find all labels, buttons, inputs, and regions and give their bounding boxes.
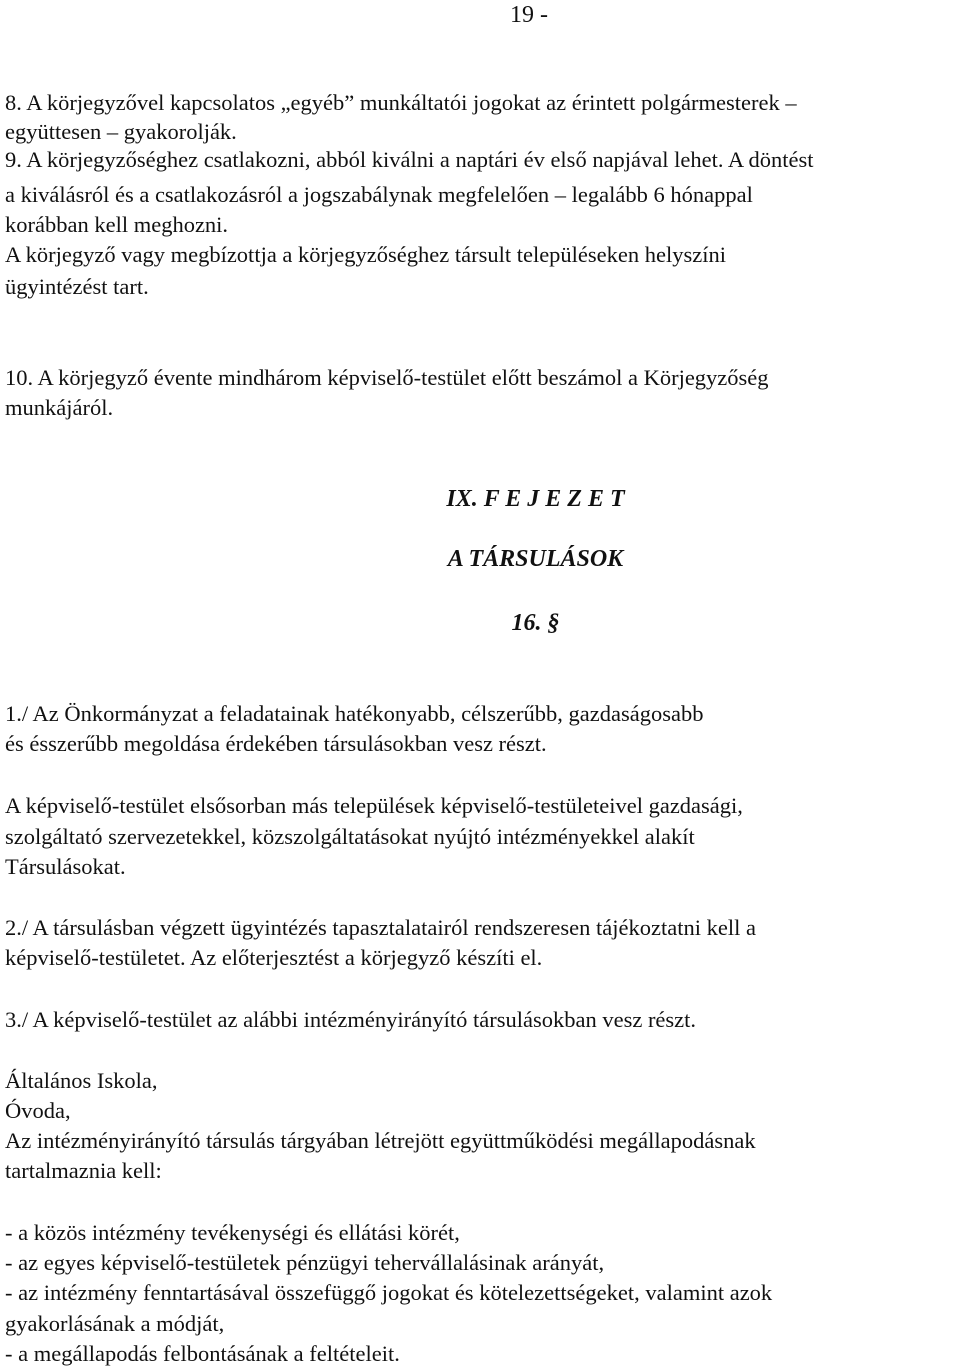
page-number: 19 - — [510, 2, 548, 28]
text-line: A körjegyző vagy megbízottja a körjegyzőséghez társult településeken helyszíni — [5, 242, 727, 267]
list-item: - a közös intézmény tevékenységi és ellátási körét, — [5, 1220, 460, 1245]
text-line: 8. A körjegyzővel kapcsolatos „egyéb” munkáltatói jogokat az érintett polgármesterek – — [5, 90, 797, 115]
chapter-title: A TÁRSULÁSOK — [447, 546, 624, 572]
text-line: 9. A körjegyzőséghez csatlakozni, abból kiválni a naptári év első napjával lehet. A döntést — [5, 147, 814, 172]
text-line: Általános Iskola, — [5, 1068, 158, 1093]
text-line: munkájáról. — [5, 395, 114, 420]
text-line: képviselő-testületet. Az előterjesztést a körjegyző készíti el. — [5, 945, 543, 970]
list-item: - a megállapodás felbontásának a feltételeit. — [5, 1341, 400, 1366]
text-line: korábban kell meghozni. — [5, 212, 229, 237]
text-line: 1./ Az Önkormányzat a feladatainak hatékonyabb, célszerűbb, gazdaságosabb — [5, 701, 704, 726]
chapter-heading: IX. F E J E Z E T — [446, 486, 625, 512]
list-item: gyakorlásának a módját, — [5, 1311, 225, 1336]
text-line: szolgáltató szervezetekkel, közszolgáltatásokat nyújtó intézményekkel alakít — [5, 824, 695, 849]
text-line: 2./ A társulásban végzett ügyintézés tapasztalatairól rendszeresen tájékoztatni kell a — [5, 915, 756, 940]
text-line: Az intézményirányító társulás tárgyában létrejött együttműködési megállapodásnak — [5, 1128, 756, 1153]
text-line: Társulásokat. — [5, 854, 126, 879]
text-line: tartalmaznia kell: — [5, 1158, 162, 1183]
text-line: A képviselő-testület elsősorban más települések képviselő-testületeivel gazdasági, — [5, 793, 743, 818]
text-line: Óvoda, — [5, 1098, 71, 1123]
list-item: - az egyes képviselő-testületek pénzügyi tehervállalásinak arányát, — [5, 1250, 605, 1275]
text-line: a kiválásról és a csatlakozásról a jogszabálynak megfelelően – legalább 6 hónappal — [5, 182, 753, 207]
section-number: 16. § — [511, 610, 560, 636]
text-line: 10. A körjegyző évente mindhárom képviselő-testület előtt beszámol a Körjegyzőség — [5, 365, 769, 390]
list-item: - az intézmény fenntartásával összefüggő jogokat és kötelezettségeket, valamint azok — [5, 1280, 773, 1305]
text-line: együttesen – gyakorolják. — [5, 119, 237, 144]
text-line: 3./ A képviselő-testület az alábbi intézményirányító társulásokban vesz részt. — [5, 1007, 697, 1032]
text-line: és ésszerűbb megoldása érdekében társulásokban vesz részt. — [5, 731, 547, 756]
text-line: ügyintézést tart. — [5, 274, 149, 299]
